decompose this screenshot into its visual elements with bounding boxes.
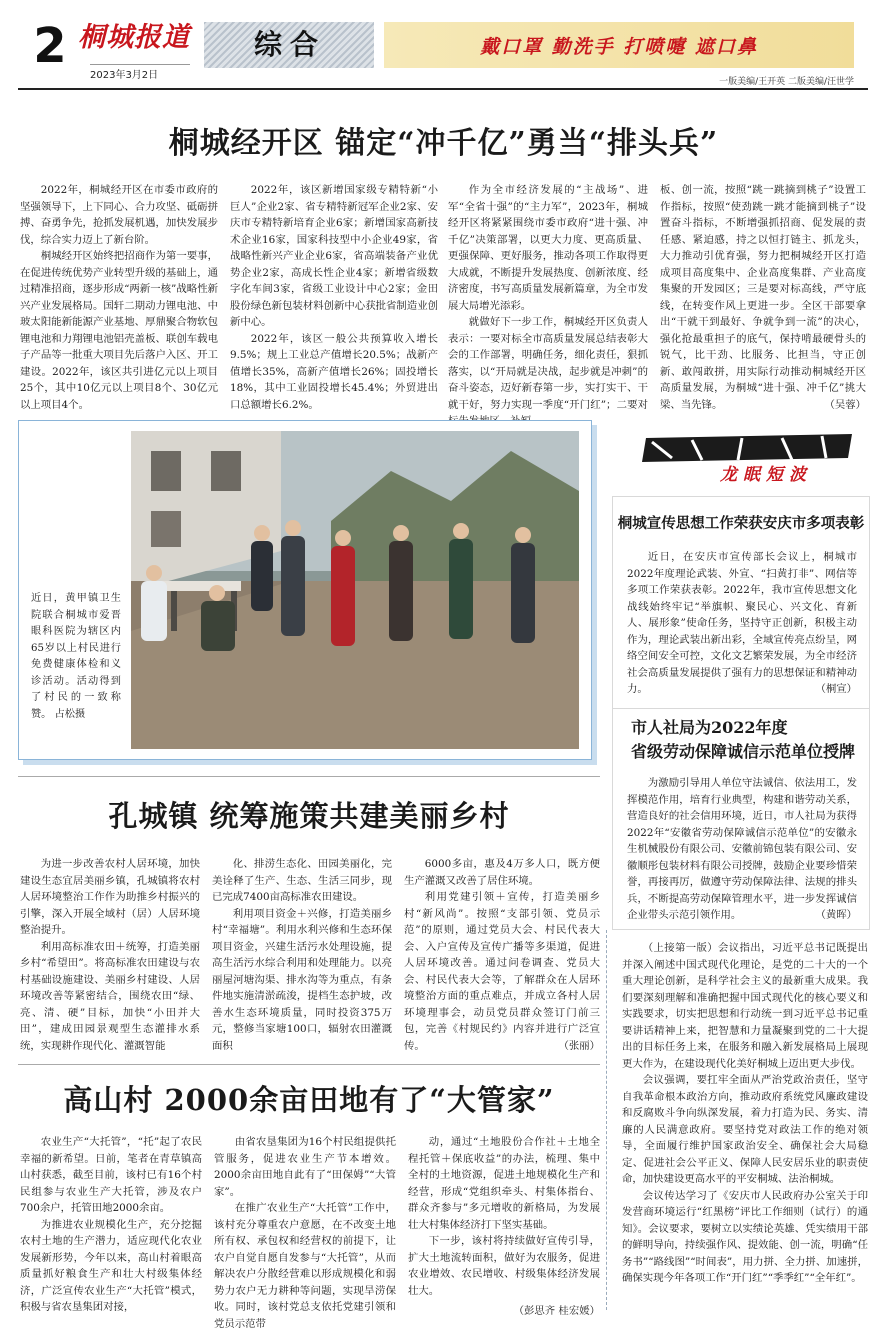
paper-name-logo: 桐城报道 xyxy=(78,22,190,53)
slogan-text: 戴口罩 勤洗手 打喷嚏 遮口鼻 xyxy=(480,36,758,58)
article2-headline: 孔城镇 统筹施策共建美丽乡村 xyxy=(108,799,510,833)
slogan-banner xyxy=(384,22,854,68)
paragraph: 会议传达学习了《安庆市人民政府办公室关于印发营商环境运行“红黑榜”评比工作细则（试行）的通知》。会议要求，要树立以实绩论英雄、凭实绩用干部的鲜明导向，持续强作风、提效能、创一流，明确“任务书”“路线图”“时间表”，用力拼、全力拼、加速拼，确保实现今年各项工作“开门红”“季季红”“全年红”。 xyxy=(622,1189,868,1284)
issue-date: 2023年3月2日 xyxy=(90,64,190,81)
brief-title: 桐城宣传思想工作荣获安庆市多项表彰 xyxy=(617,515,865,532)
photo-image xyxy=(131,431,579,749)
article1-col4 xyxy=(660,182,866,413)
brief-box xyxy=(612,496,870,718)
paragraph: 会议强调，要扛牢全面从严治党政治责任，坚守自我革命根本政治方向，推动政府系统党风廉政建设和反腐败斗争向纵深发展，着力打造为民、务实、清廉的人民满意政府。要坚持党对政法工作的绝对领导，全面履行维护国家政治安全、确保社会大局稳定、促进社会公平正义、保障人民安居乐业的职责使命，加快建设更高水平的平安桐城、法治桐城。 xyxy=(622,1074,868,1185)
masthead xyxy=(0,0,887,92)
continued-article xyxy=(622,940,868,1287)
paragraph: 化、排涝生态化、田园美丽化，完美诠释了生产、生态、生活三同步，现已完成7400亩高标准农田建设。 xyxy=(212,858,392,903)
photo-credit: 占松摄 xyxy=(54,708,86,720)
page-number: 2 xyxy=(33,18,67,74)
article1-col1 xyxy=(20,182,218,413)
byline: （桐宣） xyxy=(815,683,857,695)
briefs-banner-title: 龙眠短波 xyxy=(720,465,812,485)
paragraph: （上接第一版）会议指出，习近平总书记既提出并深入阐述中国式现代化理论，是党的二十大的一个重大理论创新，是科学社会主义的最新重大成果。我们要深刻理解和准确把握中国式现代化的核心要义和实践要求，切实把思想和行动统一到习近平总书记重要讲话精神上来，把智慧和力量凝聚到党的二十大提出的目标任务上来，在服务和融入新发展格局上展现更大作为，在建设现代化美好桐城上迈出更大步伐。 xyxy=(622,942,868,1070)
article3-headline: 高山村 2000余亩田地有了“大管家” xyxy=(63,1083,555,1117)
byline: （张丽） xyxy=(558,1039,600,1052)
paragraph: 下一步，该村将持续做好宣传引导，扩大土地流转面积，做好为农服务，促进农业增效、农民增收、村级集体经济发展壮大。 xyxy=(408,1235,600,1297)
briefs-banner xyxy=(612,428,868,488)
article1-headline: 桐城经开区 锚定“冲千亿”勇当“排头兵” xyxy=(168,126,719,161)
brief-text: 近日，在安庆市宣传部长会议上，桐城市2022年度理论武装、外宣、“扫黄打非”、网信等多项工作荣获表彰。2022年，我市宣传思想文化战线始终牢记“举旗帜、聚民心、兴文化、育新人、展形象”使命任务，坚持守正创新，积极主动作为，理论武装出新出彩，全域宣传亮点纷呈，网络空间安全可控，文化文艺繁荣发展，为全市经济社会高质量发展提供了强有力的思想保证和精神动力。 xyxy=(627,551,857,695)
paragraph: 就做好下一步工作，桐城经开区负责人表示：一要对标全市高质量发展总结表彰大会的工作部署，明确任务，细化责任，狠抓落实，以“开局就是决战，起步就是冲刺”的奋斗姿态，迈好新春第一步，实打实干、干就干好，努力实现一季度“开门红”；二要对 xyxy=(448,316,648,411)
article2-col3 xyxy=(404,856,600,1054)
paragraph: 农业生产“大托管”，“托”起了农民幸福的新希望。日前，笔者在青草镇高山村获悉，截至目前，该村已有16个村民组参与农业生产大托管，涉及农户700余户，托管田地2000余亩。 xyxy=(20,1136,202,1214)
labor-title-line1: 市人社局为2022年度 xyxy=(631,718,788,737)
labor-title-line2: 省级劳动保障诚信示范单位授牌 xyxy=(631,742,856,761)
section-box xyxy=(204,22,374,68)
paragraph: 利用高标准农田＋统筹，打造美丽乡村“希望田”。将高标准农田建设与农村基础设施建设、美丽乡村建设、人居环境改善等紧密结合，围绕农田“绿、亮、清、硬”目标，加快“小田并大田”，建成田园景观型生态灌排水系统，实现耕作现代化、灌溉智能 xyxy=(20,940,200,1052)
paragraph: 2022年，该区一般公共预算收入增长9.5%；规上工业总产值增长20.5%；战新产值增长35%，高新产值增长26%；固投增长18%，其中工业固投增长45.4%；外贸进出口总额增长6.2%。 xyxy=(230,332,438,411)
byline: （彭思齐 桂宏媛） xyxy=(513,1305,600,1317)
paragraph: 2022年，桐城经开区在市委市政府的坚强领导下，上下同心、合力攻坚、砥砺拼搏、奋勇争先，抢抓发展机遇，加快发展步伐，综合实力迈上了新台阶。 xyxy=(20,184,218,246)
health-checkup-photo xyxy=(131,431,579,749)
paragraph: 作为全市经济发展的“主战场”、进军“全省十强”的“主力军”，2023年，桐城经开区将紧紧围绕市委市政府“进十强、冲千亿”决策部署，以更大力度、更高质量、更强保障、更好服务，推动各项工作取得更大成就，不断提升发展热度、创新浓度、经济密度，书写高质量发展新篇章，为全市发展大局增光添彩。 xyxy=(448,184,648,312)
photo-caption xyxy=(31,591,121,723)
caption-text: 近日，黄甲镇卫生院联合桐城市爱晋眼科医院为辖区内65岁以上村民进行免费健康体检和义诊活动。活动得到了村民的一致称赞。 xyxy=(31,593,121,720)
paragraph: 由省农垦集团为16个村民组提供托管服务，促进农业生产节本增效。2000余亩田地自此有了“田保姆”“大管家”。 xyxy=(214,1136,396,1198)
paragraph: 为进一步改善农村人居环境，加快建设生态宜居美丽乡镇，孔城镇将农村人居环境整治工作作为助推乡村振兴的引擎，深入开展全域村（居）人居环境整治提升。 xyxy=(20,858,200,936)
paragraph: 桐城经开区始终把招商作为第一要事，在促进传统优势产业转型升级的基础上，通过精准招商，逐步形成“两新一核”战略性新兴产业发展格局。国轩二期动力锂电池、中玻太阳能新能源产业基地、厚鼎聚合物软包锂电池和力翔锂电池铝壳盖板、联创车载电子产品等一批重大项目先后落户入区、开工建设。2022年，该区共引进亿元以上项目25个，其中10亿元以上项目8个、30亿元以上项目4个。 xyxy=(20,250,218,411)
article1-col3 xyxy=(448,182,648,430)
paragraph: 在推广农业生产“大托管”工作中，该村充分尊重农户意愿，在不改变土地所有权、承包权和经营权的前提下，让农户自觉自愿自发参与“大托管”，从而解决农户分散经营难以形成规模化和弱势力农户无力耕种等问题，实现旱涝保收。同时，该村党总支依托党建引领和党员示范带 xyxy=(214,1202,396,1330)
paragraph: 动，通过“土地股份合作社＋土地全程托管＋保底收益”的办法，梳理、集中全村的土地资源，促进土地规模化生产和经营，形成“党组织牵头、村集体指台、群众齐参与”多元增收的新格局，为发展壮大村集体经济打下坚实基础。 xyxy=(408,1136,600,1231)
editor-credits: 一版美编/王开英 二版美编/汪世学 xyxy=(719,77,854,87)
paragraph: 6000多亩，惠及4万多人口，既方便生产灌溉又改善了居住环境。 xyxy=(404,858,600,887)
article3-col3 xyxy=(408,1134,600,1320)
paragraph: 为推进农业规模化生产，充分挖掘农村土地的生产潜力，适应现代化农业发展新形势，今年以来，高山村着眼高质量抓好粮食生产和壮大村级集体经济，广泛宣传农业生产“大托管”模式，积极与省农垦集团对接， xyxy=(20,1218,202,1313)
paragraph: 板、创一流，按照“跳一跳摘到桃子”设置工作指标，按照“使劲跳一跳才能摘到桃子”设置奋斗指标，不断增强抓招商、促发展的责任感、紧迫感，持之以恒打链主、抓龙头，大力推动引优育强，努力把桐城经开区打造成项目高度集中、企业高度集群、产业高度集聚的开发园区；三是要对标高线，严守底线，在转变作风上更进一步。全区干部要拿出“干就干到最好、争就争到一流”的决心，强化抢最重担子的底气，保持啃最硬骨头的锐气，比干劲、比服务、比担当，守正创新、敢闯敢拼，用实际行动推动桐城经开区高质量发展，为桐城“进十强、冲千亿”挑大梁、当先锋。 xyxy=(660,184,866,411)
paragraph: 利用项目资金＋兴修，打造美丽乡村“幸福塘”。利用水利兴修和生态环保项目资金，兴建生活污水处理设施，提高生活污水综合利用和处理能力。以亮丽屋河塘沟渠、排水沟等为重点，有条件地实施清淤疏浚，提档生态护坡，改善水生态环境质量，同时投资375万元，整修当家塘100口，辐射农田灌溉面积 xyxy=(212,907,392,1052)
labor-text: 为激励引导用人单位守法诚信、依法用工，发挥模范作用，培育行业典型，构建和谐劳动关系，营造良好的社会信用环境，近日，市人社局为获得2022年“安徽省劳动保障诚信示范单位”的安徽永生机械股份有限公司、安徽前锦包装有限公司、安徽顺彤包装材料有限公司授牌，鼓励企业要珍惜荣誉，再接再厉，做遵守劳动保障法律、法规的排头兵，不断提高劳动保障管理水平，进一步发挥诚信企业带头示范引领作用。 xyxy=(627,777,857,921)
photo-frame xyxy=(18,420,592,760)
article2-col2 xyxy=(212,856,392,1054)
paragraph: 2022年，该区新增国家级专精特新“小巨人”企业2家、省专精特新冠军企业2家、安庆市专精特新培育企业6家；新增国家高新技术企业16家，国家科技型中小企业49家，省战略性新兴产业企业6家，省高端装备产业优势企业2家，高成长性企业4家；新增省级数字化车间3家，省级工业设计中心2家；金田股份绿色新包装材料创新中心获批省制造业创新中心。 xyxy=(230,184,438,328)
article3-col2 xyxy=(214,1134,396,1332)
article1-col2 xyxy=(230,182,438,413)
byline: （吴蓉） xyxy=(824,398,866,411)
labor-article xyxy=(612,708,870,930)
brief-body xyxy=(627,549,857,698)
section-title: 综合 xyxy=(254,28,327,61)
labor-body xyxy=(627,775,857,924)
article2-col1 xyxy=(20,856,200,1054)
paragraph-text: 利用党建引领＋宣传，打造美丽乡村“新风尚”。按照“支部引领、党员示范”的原则，通过党员大会、村民代表大会、入户宣传及宣传广播等多渠道，促进人居环境改善。通过问卷调查、党员大会、村民代表大会等，了解群众在人居环境整治方面的重点难点，并成立各村人居环境理事会，动员党员群众签订门前三包，完善《村规民约》内容并进行广泛宣传。 xyxy=(404,891,600,1052)
byline: （黄晖） xyxy=(815,909,857,921)
article3-col1 xyxy=(20,1134,202,1316)
